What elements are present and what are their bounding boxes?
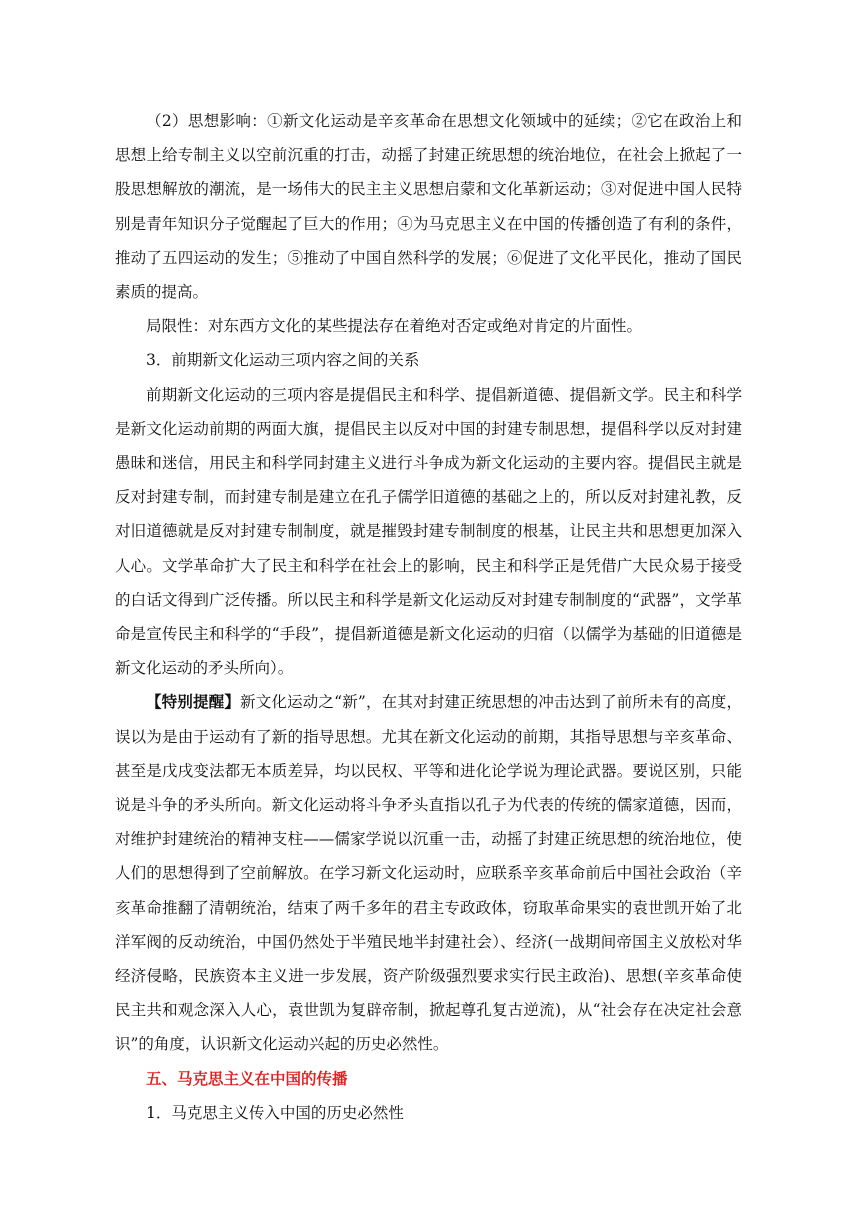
document-body: [115, 104, 742, 1130]
paragraph-three-contents-relation: 前期新文化运动的三项内容是提倡民主和科学、提倡新道德、提倡新文学。民主和科学是新文化运动前期的两面大旗，提倡民主以反对中国的封建专制思想，提倡科学以反对封建愚昧和迷信，用民主和科学同封建主义进行斗争成为新文化运动的主要内容。提倡民主就是反对封建专制，而封建专制是建立在孔子儒学旧道德的基础之上的，所以反对封建礼教，反对旧道德就是反对封建专制制度，就是摧毁封建专制制度的根基，让民主共和思想更加深入人心。文学革命扩大了民主和科学在社会上的影响，民主和科学正是凭借广大民众易于接受的白话文得到广泛传播。所以民主和科学是新文化运动反对封建专制制度的“武器”，文学革命是宣传民主和科学的“手段”，提倡新道德是新文化运动的归宿（以儒学为基础的旧道德是新文化运动的矛头所向）。: [115, 385, 742, 678]
special-reminder-label: 【特别提醒】: [146, 692, 241, 712]
subheading-three-contents: 3．前期新文化运动三项内容之间的关系: [146, 351, 420, 370]
paragraph-special-reminder: [115, 685, 742, 1061]
special-reminder-body: 新文化运动之“新”，在其对封建正统思想的冲击达到了前所未有的高度，误以为是由于运动有了新的指导思想。尤其在新文化运动的前期，其指导思想与辛亥革命、甚至是戊戌变法都无本质差异，均以民权、平等和进化论学说为理论武器。要说区别，只能说是斗争的矛头所向。新文化运动将斗争矛头直指以孔子为代表的传统的儒家道德，因而，对维护封建统治的精神支柱——儒家学说以沉重一击，动摇了封建正统思想的统治地位，使人们的思想得到了空前解放。在学习新文化运动时，应联系辛亥革命前后中国社会政治（辛亥革命推翻了清朝统治，结束了两千多年的君主专政政体，窃取革命果实的袁世凯开始了北洋军阀的反动统治，中国仍然处于半殖民地半封建社会）、经济(一战期间帝国主义放松对华经济侵略，民族资本主义进一步发展，资产阶级强烈要求实行民主政治)、思想(辛亥革命使民主共和观念深入人心，袁世凯为复辟帝制，掀起尊孔复古逆流)，从“社会存在决定社会意识”的角度，认识新文化运动兴起的历史必然性。: [115, 693, 742, 1054]
paragraph-ideological-impact: （2）思想影响：①新文化运动是辛亥革命在思想文化领域中的延续；②它在政治上和思想上给专制主义以空前沉重的打击，动摇了封建正统思想的统治地位，在社会上掀起了一股思想解放的潮流，是一场伟大的民主主义思想启蒙和文化革新运动；③对促进中国人民特别是青年知识分子觉醒起了巨大的作用；④为马克思主义在中国的传播创造了有利的条件，推动了五四运动的发生；⑤推动了中国自然科学的发展；⑥促进了文化平民化，推动了国民素质的提高。: [115, 112, 742, 302]
subheading-marxism-necessity: 1．马克思主义传入中国的历史必然性: [146, 1103, 404, 1122]
paragraph-limitations: 局限性：对东西方文化的某些提法存在着绝对否定或绝对肯定的片面性。: [146, 317, 643, 336]
section-heading-marxism: 五、马克思主义在中国的传播: [146, 1068, 348, 1088]
